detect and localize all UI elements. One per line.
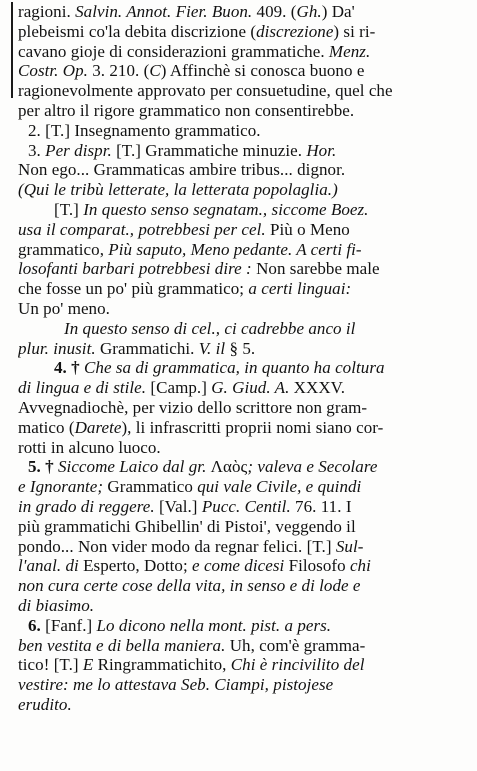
text-line <box>18 655 470 675</box>
text-segment: ), li infrascritti proprii nomi siano cor- <box>121 417 384 437</box>
text-line <box>18 675 470 695</box>
text-line <box>18 497 470 517</box>
text-segment: Avvegnadiochè, per vizio dello scrittore non gram- <box>18 397 368 417</box>
italic-text-segment: E <box>82 655 94 675</box>
italic-text-segment: Siccome Laico <box>58 457 159 477</box>
italic-text-segment: Hor. <box>306 140 337 160</box>
text-segment: tico! [T.] <box>18 655 83 675</box>
italic-text-segment: C <box>149 61 161 81</box>
text-line <box>18 457 470 477</box>
italic-text-segment: G. Giud. A. <box>211 378 290 398</box>
text-line <box>18 517 470 537</box>
text-segment: § 5. <box>225 338 256 358</box>
italic-text-segment: Darete <box>74 417 122 437</box>
text-line <box>18 418 470 438</box>
text-segment: 5. † <box>28 457 58 477</box>
italic-text-segment: ; valeva e Secolare <box>247 457 378 477</box>
text-line <box>18 616 470 636</box>
italic-text-segment: Sul- <box>335 536 364 556</box>
text-segment: ragioni. <box>18 2 76 21</box>
text-segment: [Val.] <box>154 496 202 516</box>
text-line <box>18 695 470 715</box>
text-segment: grammatico, <box>18 239 109 259</box>
text-line <box>18 141 470 161</box>
italic-text-segment: plur. inusit. <box>18 338 96 358</box>
italic-text-segment: discrezione <box>256 21 334 41</box>
text-segment: Grammatichi. <box>95 338 199 358</box>
text-line <box>18 319 470 339</box>
text-segment: che fosse un po' più grammatico; <box>18 279 249 299</box>
text-line <box>18 378 470 398</box>
text-segment: Grammatico <box>103 477 198 497</box>
italic-text-segment: Lo dicono nella mont. pist. a pers. <box>96 615 332 635</box>
text-line <box>18 576 470 596</box>
text-line <box>18 636 470 656</box>
text-segment: [T.] Grammatiche minuzie. <box>111 140 307 160</box>
italic-text-segment: dal gr. <box>158 457 211 477</box>
italic-text-segment: Gh. <box>296 2 322 21</box>
text-segment: Esperto, Dotto; <box>78 556 193 576</box>
text-line <box>18 2 470 22</box>
text-line <box>18 121 470 141</box>
italic-text-segment: l'anal. di <box>18 556 79 576</box>
italic-text-segment: V. il <box>198 338 226 358</box>
text-line <box>18 240 470 260</box>
text-segment: 4. † <box>54 358 84 378</box>
italic-text-segment: e Ignorante; <box>18 477 104 497</box>
text-line <box>18 259 470 279</box>
italic-text-segment: Salvin. Annot. Fier. Buon. <box>75 2 253 21</box>
italic-text-segment: usa il comparat., potrebbesi per cel. <box>18 219 266 239</box>
text-segment: ) Da' <box>321 2 355 21</box>
text-segment: ) si ri- <box>333 21 376 41</box>
italic-text-segment: di biasimo. <box>18 595 95 615</box>
text-segment: 2. [T.] Insegnamento grammatico. <box>28 120 261 140</box>
text-segment: Non sarebbe male <box>251 259 380 279</box>
text-segment: [Fanf.] <box>45 615 97 635</box>
text-segment: XXXV. <box>289 378 346 398</box>
margin-rule <box>11 2 13 98</box>
italic-text-segment: a certi linguai: <box>248 279 352 299</box>
italic-text-segment: Più saputo, Meno pedante. A certi fi- <box>108 239 362 259</box>
text-segment: Ringrammatichito, <box>93 655 231 675</box>
italic-text-segment: losofanti barbari potrebbesi dire : <box>18 259 252 279</box>
text-segment: 3. 210. ( <box>87 61 150 81</box>
text-segment: Filosofo <box>284 556 350 576</box>
text-line <box>18 220 470 240</box>
text-line <box>18 42 470 62</box>
text-segment: Λαὸς <box>210 457 248 477</box>
italic-text-segment: in grado di reggere. <box>18 496 155 516</box>
italic-text-segment: Che sa di grammatica, in quanto ha coltura <box>84 358 385 378</box>
italic-text-segment: Costr. Op. <box>18 61 88 81</box>
italic-text-segment: (Qui le tribù letterate, la letterata popolaglia.) <box>18 180 338 200</box>
italic-text-segment: chi <box>349 556 371 576</box>
text-segment: 3. <box>28 140 46 160</box>
text-segment: ragionevolmente approvato per consuetudine, quel che <box>18 81 393 101</box>
italic-text-segment: qui vale Civile, e quindi <box>197 477 362 497</box>
text-segment: pondo... Non vider modo da regnar felici. [T.] <box>18 536 336 556</box>
text-segment: rotti in alcuno luoco. <box>18 437 161 457</box>
text-segment: ) Affinchè si conosca buono e <box>160 61 365 81</box>
italic-text-segment: In questo senso di cel., ci cadrebbe anco il <box>64 318 356 338</box>
text-segment: [T.] <box>54 199 84 219</box>
text-segment: cavano gioje di considerazioni grammatiche. <box>18 41 329 61</box>
text-line <box>18 556 470 576</box>
text-segment: matico ( <box>18 417 75 437</box>
text-line <box>18 81 470 101</box>
text-segment: 409. ( <box>252 2 297 21</box>
text-segment: Uh, com'è gramma- <box>225 635 366 655</box>
italic-text-segment: erudito. <box>18 694 72 714</box>
text-line <box>18 22 470 42</box>
text-line <box>18 358 470 378</box>
text-segment: Un po' meno. <box>18 298 110 318</box>
text-segment: 76. 11. I <box>290 496 352 516</box>
text-line <box>18 339 470 359</box>
italic-text-segment: ben vestita e di bella maniera. <box>18 635 226 655</box>
text-line <box>18 160 470 180</box>
text-line <box>18 537 470 557</box>
text-line <box>18 61 470 81</box>
text-line <box>18 279 470 299</box>
text-segment: Non ego... Grammaticas ambire tribus... dignor. <box>18 160 346 180</box>
italic-text-segment: Pucc. Centil. <box>201 496 291 516</box>
text-line <box>18 477 470 497</box>
italic-text-segment: di lingua e di stile. <box>18 378 147 398</box>
text-segment: più grammatichi Ghibellin' di Pistoi', veggendo il <box>18 516 356 536</box>
italic-text-segment: Chi è rincivilito del <box>230 655 365 675</box>
italic-text-segment: vestire: me lo attestava Seb. Ciampi, pistojese <box>18 675 334 695</box>
text-line <box>18 180 470 200</box>
text-line <box>18 299 470 319</box>
italic-text-segment: Per dispr. <box>45 140 112 160</box>
dictionary-entry-text <box>18 2 470 715</box>
text-segment: Più o Meno <box>265 219 350 239</box>
text-line <box>18 101 470 121</box>
italic-text-segment: In questo senso segnatam., siccome Boez. <box>83 199 369 219</box>
text-segment: [Camp.] <box>146 378 212 398</box>
text-segment: 6. <box>28 615 46 635</box>
text-segment: per altro il rigore grammatico non consentirebbe. <box>18 100 355 120</box>
italic-text-segment: non cura certe cose della vita, in senso e di lode e <box>18 576 361 596</box>
italic-text-segment: e come dicesi <box>192 556 285 576</box>
text-line <box>18 438 470 458</box>
text-line <box>18 200 470 220</box>
text-segment: plebeismi co'la debita discrizione ( <box>18 21 257 41</box>
italic-text-segment: Menz. <box>328 41 371 61</box>
text-line <box>18 596 470 616</box>
text-line <box>18 398 470 418</box>
